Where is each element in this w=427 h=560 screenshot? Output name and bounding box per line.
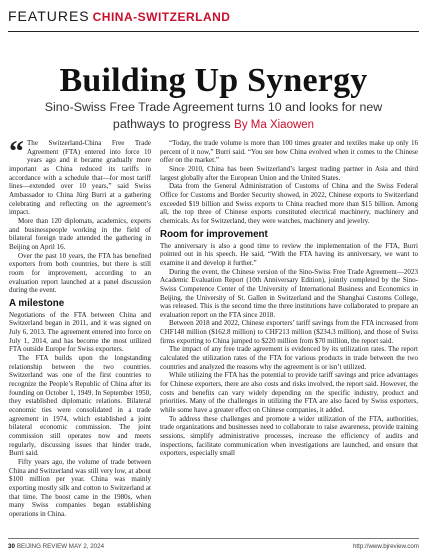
deck-text: Sino-Swiss Free Trade Agreement turns 10 and looks for new pathways to progress — [44, 100, 383, 131]
article-deck — [20, 99, 407, 134]
subheading-room-for-improvement: Room for improvement — [160, 228, 268, 240]
body-paragraph: During the event, the Chinese version of the Sino-Swiss Free Trade Agreement—2023 Academic Evaluation Report (10th Anniversary Edition), jointly completed by the Sino-Swiss Competence Center of the University of International Business and Economics in Beijing, the University of St. Gallen in Switzerland and the Shanghai Customs College, was released. This is the second time the three institutions have collaborated to prepare an evaluation report on the FTA since 2018. — [160, 267, 418, 319]
page-footer — [8, 538, 419, 552]
body-paragraph: Negotiations of the FTA between China and Switzerland began in 2011, and it was signed on July 6, 2013. The agreement entered into force on July 1, 2014, and has become the most utilized FTA outside Europe for Swiss exporters. — [9, 310, 151, 354]
body-paragraph: Between 2018 and 2022, Chinese exporters’ tariff savings from the FTA increased from CHF148 million ($162.8 million) to CHF213 million ($234.3 million), and those of Swiss firms exporting to China jumped to $220 million from $70 million, the report said. — [160, 319, 418, 345]
byline: By Ma Xiaowen — [234, 119, 315, 131]
body-paragraph: The FTA builds upon the longstanding relationship between the two countries. Switzerland was one of the first countries to recognize the People’s Republic of China after its founding on October 1, 1949. In September 1950, they established diplomatic relations. Bilateral economic ties were consolidated in a trade agreement in 1974, which established a joint bilateral economic commission. The joint commission still operates now and meets regularly, discussing issues that hinder trade, Burri said. — [9, 354, 151, 458]
body-paragraph: Since 2010, China has been Switzerland’s largest trading partner in Asia and third largest globally after the European Union and the United States. — [160, 164, 418, 182]
folio — [8, 543, 104, 550]
header-rule — [8, 31, 419, 32]
subheading-milestone: A milestone — [9, 297, 65, 309]
section-label: FEATURES — [8, 8, 90, 24]
website-link[interactable]: http://www.bjreview.com — [352, 543, 419, 550]
body-paragraph: “Today, the trade volume is more than 100 times greater and textiles make up only 16 percent of it now,” Burri said. “You see how China evolved when it comes to the Chinese offer on the market.” — [160, 139, 418, 165]
lead-text: The Switzerland-China Free Trade Agreement (FTA) entered into force 10 years ago and it became gradually more important as China reduced its tariffs in accordance with a schedule that—for most tariff lines—extended over 10 years,” said Swiss Ambassador to China Jürg Burri at a gathering celebrating and reflecting on the agreement’s impact. — [9, 139, 151, 217]
body-paragraph: Over the past 10 years, the FTA has benefited exporters from both countries, but there is still room for improvement, according to an evaluation report launched at a panel discussion during the event. — [9, 251, 151, 295]
drop-quote-mark: “ — [9, 135, 24, 168]
left-column — [9, 135, 151, 519]
section-sublabel: CHINA-SWITZERLAND — [92, 10, 231, 24]
body-paragraph: More than 120 diplomats, academics, experts and businesspeople working in the field of bilateral foreign trade attended the gathering in Beijing on April 16. — [9, 216, 151, 251]
page-number: 30 — [8, 543, 15, 550]
body-paragraph: While utilizing the FTA has the potential to provide tariff savings and price advantages for Chinese exporters, there are also costs and risks involved, the report said. However, the costs and benefits can vary widely depending on the specific industry, product and priorities. Many of the challenges in utilizing the FTA are also faced by Swiss exporters, while some have a greater effect on Chinese companies, it added. — [160, 371, 418, 415]
body-paragraph: The impact of any free trade agreement is evidenced by its utilization rates. The report calculated the utilization rates of the FTA for various products in trade between the two countries and analyzed the reasons why the agreement is or isn’t utilized. — [160, 345, 418, 371]
publication-line: BEIJING REVIEW MAY 2, 2024 — [16, 543, 105, 550]
right-column — [160, 139, 418, 458]
body-paragraph: To address these challenges and promote a wider utilization of the FTA, authorities, trade organizations and businesses need to collaborate to raise awareness, provide training sessions, simplify administrative processes, increase the efficiency of audits and inspections, facilitate communication when investigations are launched, and ensure that exporters, especially small — [160, 414, 418, 458]
body-paragraph: Fifty years ago, the volume of trade between China and Switzerland was still very low, at about $100 million per year. China was mainly exporting mostly silk and cotton to Switzerland at that time. The boost came in the 1980s, when many Swiss companies began establishing operations in China. — [9, 457, 151, 518]
body-paragraph: The anniversary is also a good time to review the implementation of the FTA, Burri pointed out in his speech. He said, “With the FTA having its anniversary, we want to examine it and develop it further.” — [160, 241, 418, 267]
article-headline: Building Up Synergy — [59, 62, 368, 99]
section-header — [8, 8, 230, 26]
footer-rule — [8, 538, 419, 539]
lead-paragraph — [9, 135, 151, 217]
body-paragraph: Data from the General Administration of Customs of China and the Swiss Federal Office for Customs and Border Security showed, in 2022, Chinese exports to Switzerland exceeded $19 billion and Swiss exports to China reached more than $15 billion. Among all, the top three of Chinese exports constituted electrical machinery, machinery and chemicals. As for Switzerland, they were watches, machinery and jewelry. — [160, 182, 418, 225]
